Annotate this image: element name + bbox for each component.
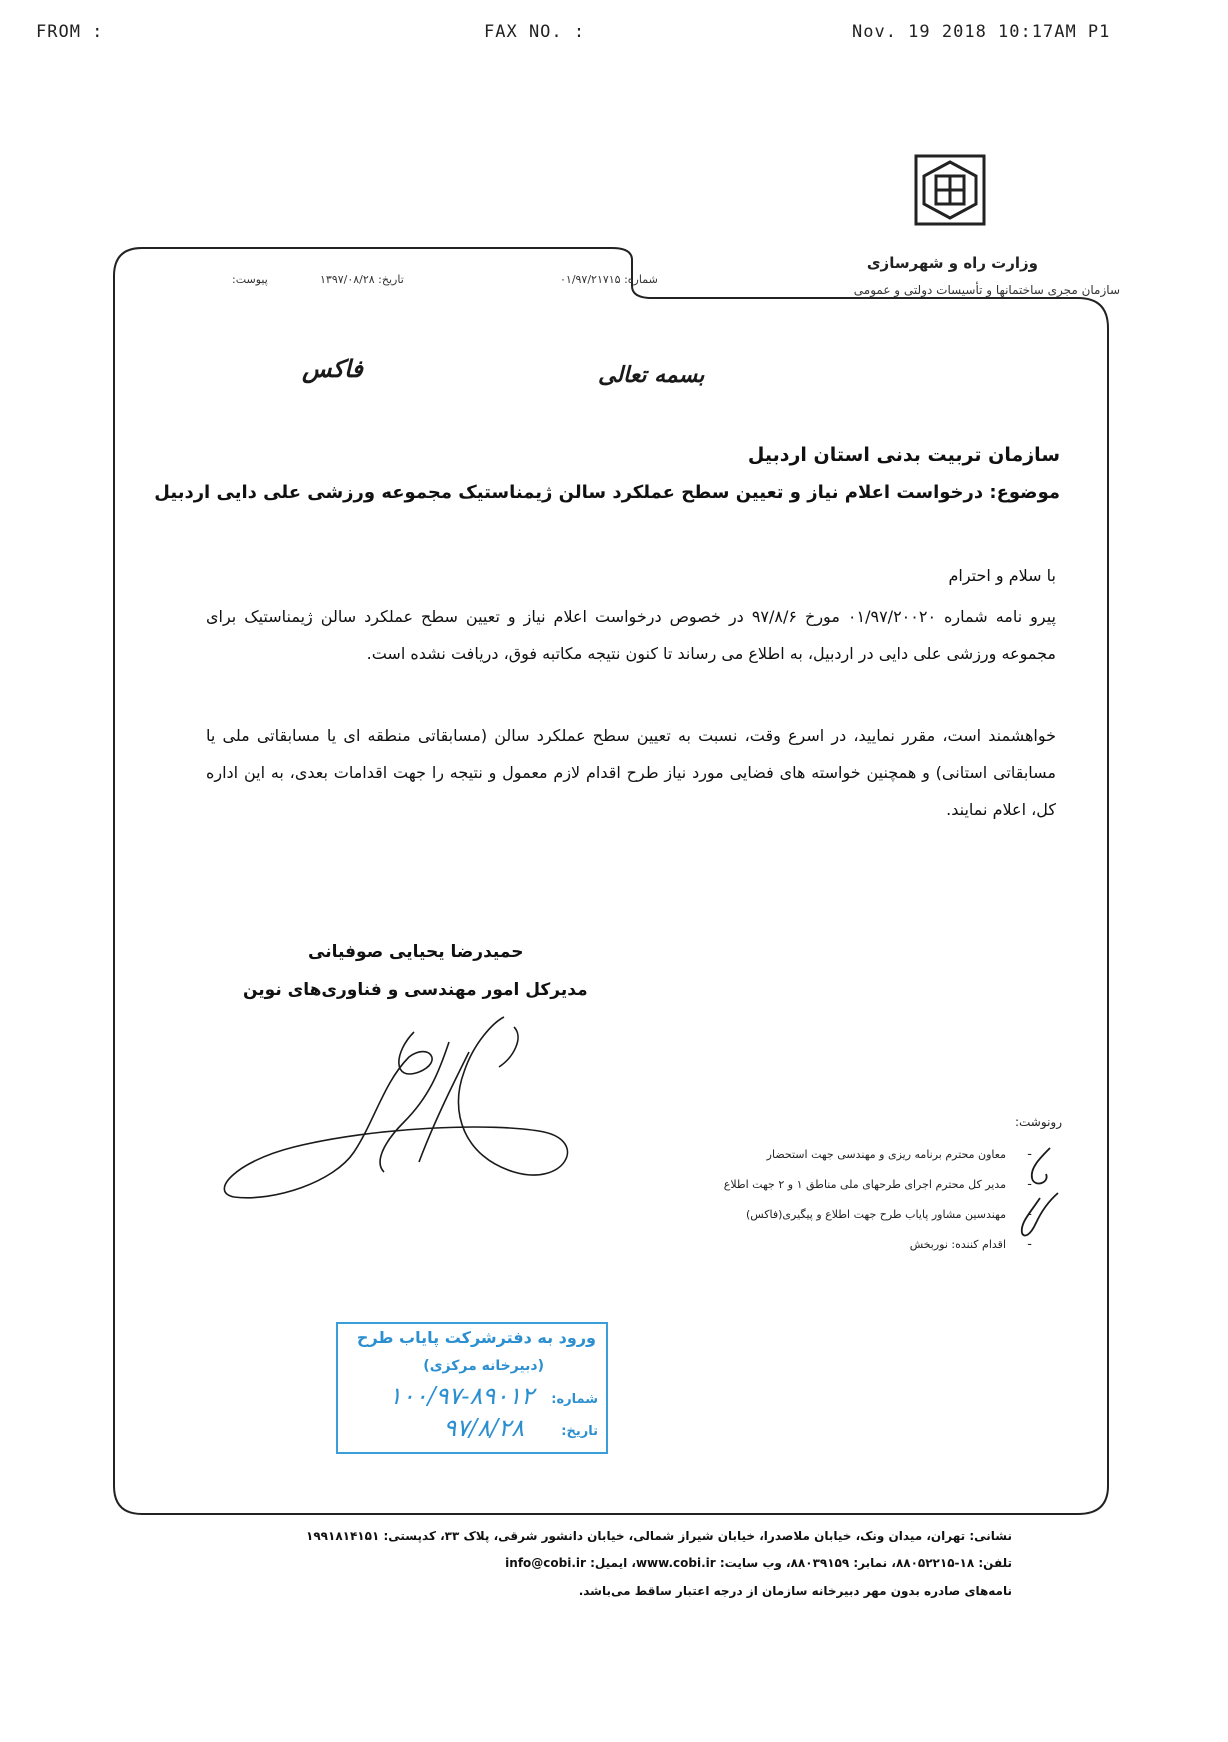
footer-notice: نامه‌های صادره بدون مهر دبیرخانه سازمان از درجه اعتبار ساقط می‌باشد.: [578, 1584, 1012, 1598]
stamp-date-label: تاریخ:: [561, 1424, 598, 1439]
handwritten-check-icon: [1010, 1138, 1074, 1258]
letter-number: شماره: ۰۱/۹۷/۲۱۷۱۵: [560, 273, 658, 286]
cc-list: [612, 1140, 1032, 1260]
invocation-heading: بسمه تعالی: [598, 362, 705, 388]
ministry-logo-icon: [914, 154, 986, 226]
cc-item: - اقدام کننده: نوربخش: [612, 1230, 1032, 1260]
cc-item: - مهندسین مشاور پایاب طرح جهت اطلاع و پیگیری(فاکس): [612, 1200, 1032, 1230]
fax-heading: فاکس: [302, 354, 363, 383]
subject-line: موضوع: درخواست اعلام نیاز و تعیین سطح عملکرد سالن ژیمناستیک مجموعه ورزشی علی دایی اردبیل: [154, 482, 1060, 503]
fax-number-label: FAX NO. :: [484, 22, 586, 42]
fax-from-label: FROM :: [36, 22, 104, 42]
cc-heading: رونوشت:: [1014, 1115, 1062, 1129]
footer-address: نشانی: تهران، میدان ونک، خیابان ملاصدرا، خیابان شیراز شمالی، خیابان دانشور شرقی، پلاک ۳۳، کدپستی: ۱۹۹۱۸۱۴۱۵۱: [306, 1529, 1012, 1543]
signer-name: حمیدرضا یحیایی صوفیانی: [308, 942, 524, 962]
received-stamp: [336, 1322, 608, 1454]
cc-item: - مدیر کل محترم اجرای طرحهای ملی مناطق ۱ و ۲ جهت اطلاع: [612, 1170, 1032, 1200]
signer-title: مدیرکل امور مهندسی و فناوری‌های نوین: [243, 980, 588, 1000]
body-paragraph-2: خواهشمند است، مقرر نمایید، در اسرع وقت، نسبت به تعیین سطح عملکرد سالن (مسابقاتی منطقه ای یا مسابقاتی ملی یا مسابقاتی استانی) و همچنین خواسته های فضایی مورد نیاز طرح اقدام لازم معمول و نتیجه را جهت اقدامات بعدی، به این اداره کل، اعلام نمایند.: [206, 726, 1056, 819]
letter-attachment: پیوست:: [232, 273, 268, 286]
stamp-number-value: ۱۰۰/۹۷-۸۹۰۱۲: [388, 1382, 534, 1410]
greeting: با سلام و احترام: [948, 566, 1056, 585]
letter-frame: [112, 246, 1110, 1516]
stamp-date-value: ۹۷/۸/۲۸: [443, 1414, 524, 1442]
stamp-title: ورود به دفترشرکت پایاب طرح: [356, 1328, 596, 1347]
recipient: سازمان تربیت بدنی استان اردبیل: [747, 444, 1060, 466]
footer-contact: تلفن: ۱۸-۸۸۰۵۲۲۱۵، نمابر: ۸۸۰۳۹۱۵۹، وب سایت: www.cobi.ir، ایمیل: info@cobi.ir: [505, 1556, 1012, 1570]
fax-datetime: Nov. 19 2018 10:17AM P1: [852, 22, 1111, 42]
cc-item: - معاون محترم برنامه ریزی و مهندسی جهت استحضار: [612, 1140, 1032, 1170]
handwritten-signature: [214, 1012, 594, 1217]
ministry-name: وزارت راه و شهرسازی: [866, 254, 1038, 272]
organization-name: سازمان مجری ساختمانها و تأسیسات دولتی و عمومی: [853, 283, 1120, 297]
body-paragraph-1: پیرو نامه شماره ۰۱/۹۷/۲۰۰۲۰ مورخ ۹۷/۸/۶ در خصوص درخواست اعلام نیاز و تعیین سطح عملکرد سالن ژیمناستیک برای مجموعه ورزشی علی دایی در اردبیل، به اطلاع می رساند تا کنون نتیجه مکاتبه فوق، دریافت نشده است.: [206, 607, 1057, 663]
letter-date: تاریخ: ۱۳۹۷/۰۸/۲۸: [320, 273, 404, 286]
stamp-subtitle: (دبیرخانه مرکزی): [423, 1358, 544, 1374]
stamp-number-label: شماره:: [551, 1392, 598, 1407]
